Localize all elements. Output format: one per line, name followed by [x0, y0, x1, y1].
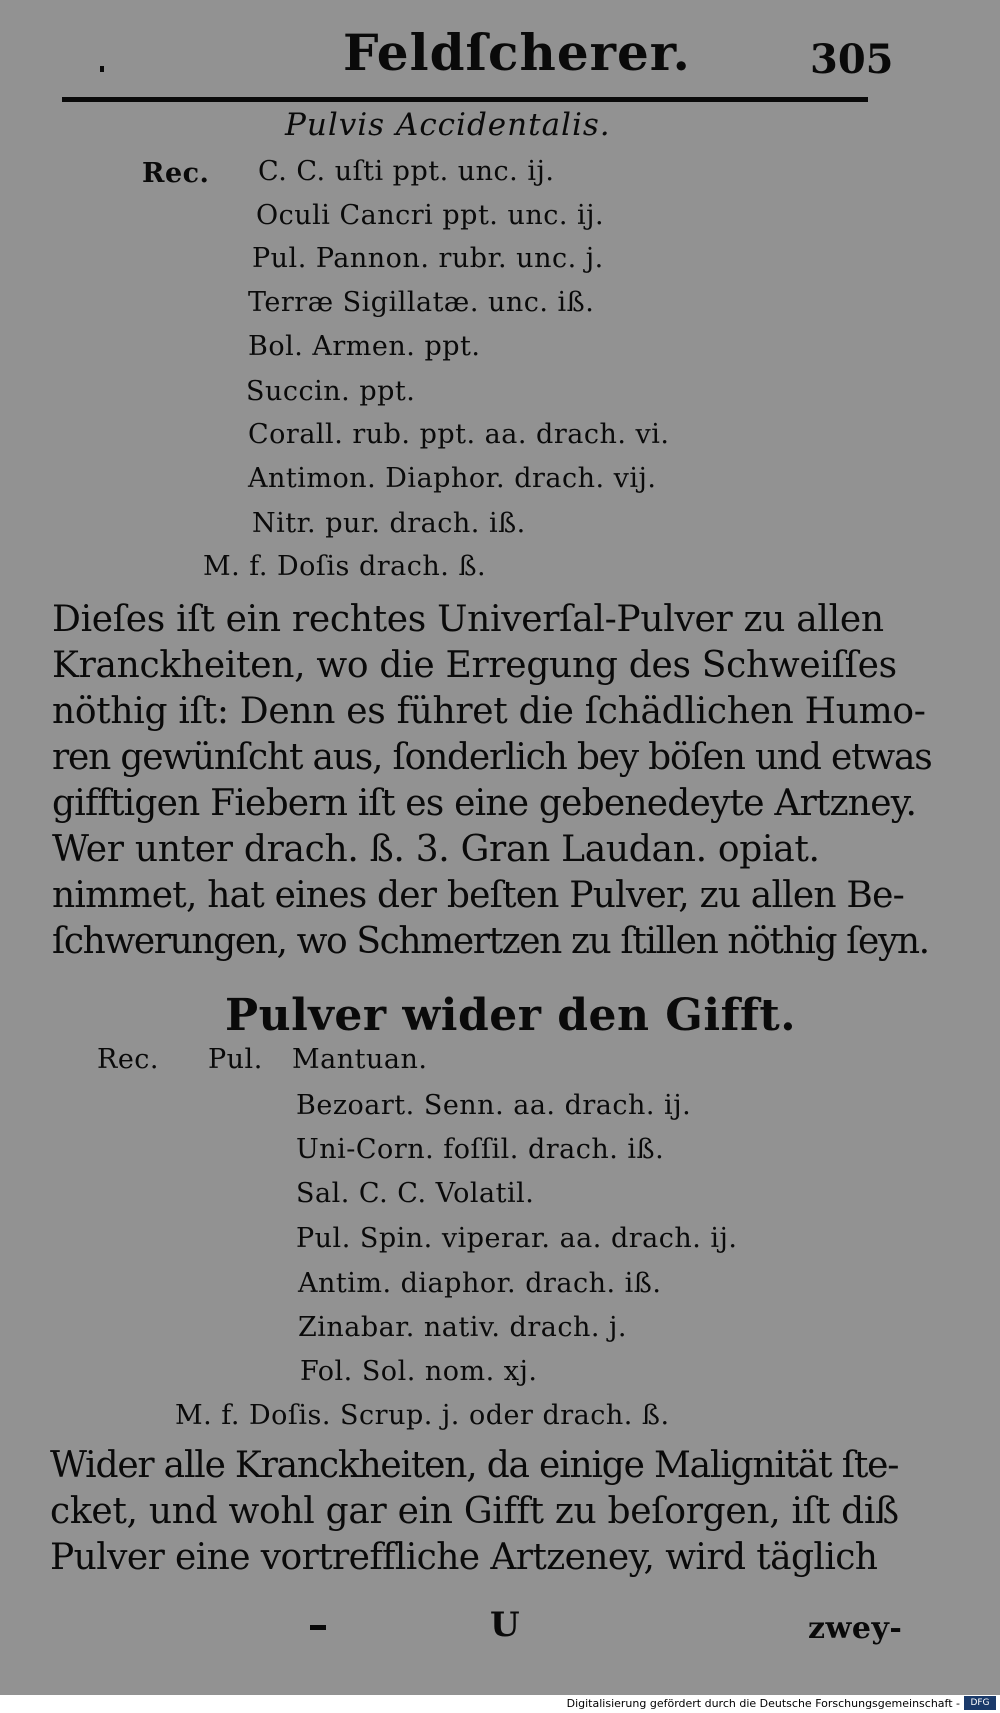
paragraph2-line: cket, und wohl gar ein Gifft zu beſorgen, iſt diß: [50, 1491, 899, 1532]
footer-credit: Digitalisierung gefördert durch die Deutsche Forschungsgemeinschaft -: [566, 1697, 960, 1710]
page-number: 305: [810, 36, 894, 83]
recipe1-ingredient: Antimon. Diaphor. drach. vij.: [248, 463, 657, 494]
catchword: zwey-: [808, 1611, 903, 1646]
paragraph1-line: gifftigen Fiebern iſt es eine gebenedeyte Artzney.: [52, 783, 917, 824]
recipe1-ingredient: C. C. uſti ppt. unc. ij.: [258, 156, 555, 187]
recipe2-pul-prefix: Pul.: [208, 1044, 263, 1075]
paragraph1-line: Wer unter drach. ß. 3. Gran Laudan. opiat.: [52, 829, 820, 870]
recipe2-rec-label: Rec.: [97, 1044, 160, 1075]
recipe2-ingredient: Sal. C. C. Volatil.: [296, 1178, 535, 1209]
recipe2-ingredient: Pul. Spin. viperar. aa. drach. ij.: [296, 1223, 738, 1254]
paragraph2-line: Wider alle Kranckheiten, da einige Malignität ſte-: [50, 1445, 899, 1486]
recipe1-ingredient: Terræ Sigillatæ. unc. iß.: [248, 287, 595, 318]
recipe1-ingredient: Bol. Armen. ppt.: [248, 331, 481, 362]
paragraph2-line: Pulver eine vortreffliche Artzeney, wird täglich: [50, 1537, 878, 1578]
running-title: Feldſcherer.: [343, 23, 691, 82]
recipe2-ingredient: Zinabar. nativ. drach. j.: [298, 1312, 627, 1343]
recipe1-title: Pulvis Accidentalis.: [285, 107, 611, 143]
header-rule-tick: [100, 66, 104, 72]
dfg-logo: DFG: [964, 1696, 996, 1710]
paragraph1-line: ren gewünſcht aus, ſonderlich bey böſen und etwas: [52, 737, 932, 778]
recipe1-ingredient: Succin. ppt.: [246, 376, 416, 407]
recipe2-title: Pulver wider den Gifft.: [225, 990, 797, 1041]
digitization-footer: [0, 1695, 1000, 1713]
paragraph1-line: ſchwerungen, wo Schmertzen zu ſtillen nöthig ſeyn.: [52, 921, 929, 962]
paragraph1-line: nimmet, hat eines der beſten Pulver, zu allen Be-: [52, 875, 904, 916]
recipe2-dose: M. f. Doſis. Scrup. j. oder drach. ß.: [175, 1400, 670, 1431]
signature-mark: U: [490, 1605, 520, 1645]
recipe2-ingredient: Bezoart. Senn. aa. drach. ij.: [296, 1090, 692, 1121]
paragraph1-line: Kranckheiten, wo die Erregung des Schweiſſes: [52, 645, 897, 686]
recipe2-ingredient: Antim. diaphor. drach. iß.: [298, 1268, 662, 1299]
paragraph1-line: nöthig iſt: Denn es führet die ſchädlichen Humo-: [52, 691, 926, 732]
recipe1-ingredient: Oculi Cancri ppt. unc. ij.: [256, 200, 605, 231]
recipe1-dose: M. f. Doſis drach. ß.: [203, 551, 487, 582]
header-rule: [62, 97, 868, 102]
recipe2-ingredient: Fol. Sol. nom. xj.: [300, 1356, 538, 1387]
recipe1-ingredient: Pul. Pannon. rubr. unc. j.: [252, 243, 604, 274]
recipe2-ingredient: Mantuan.: [292, 1044, 428, 1075]
recipe1-ingredient: Nitr. pur. drach. iß.: [252, 508, 526, 539]
recipe2-ingredient: Uni-Corn. foſſil. drach. iß.: [296, 1134, 665, 1165]
recipe1-rec-label: Rec.: [142, 158, 210, 189]
paragraph1-line: Dieſes iſt ein rechtes Univerſal-Pulver zu allen: [52, 599, 884, 640]
recipe1-ingredient: Corall. rub. ppt. aa. drach. vi.: [248, 419, 670, 450]
dash-mark: [310, 1625, 326, 1630]
